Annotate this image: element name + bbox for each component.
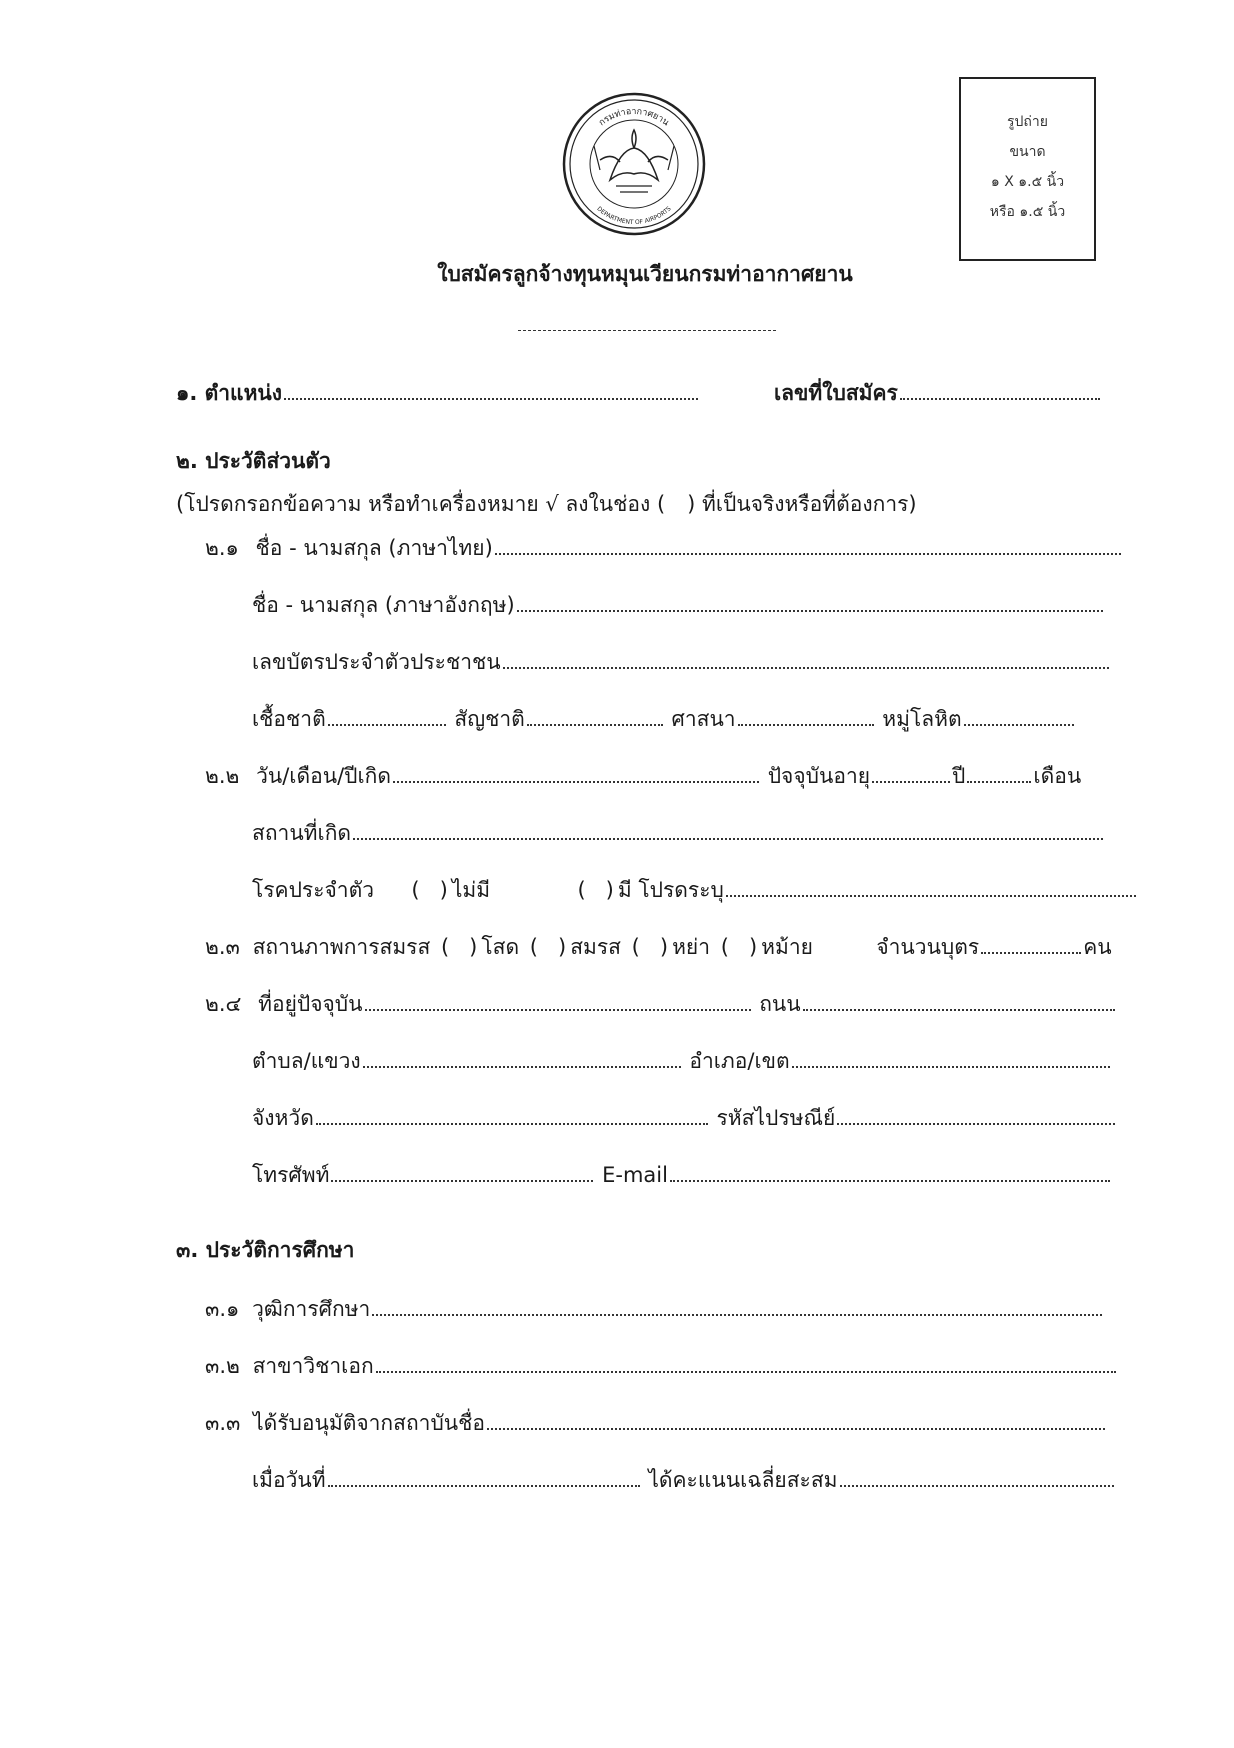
degree-field[interactable]: [372, 1314, 1102, 1316]
position-row: [176, 383, 700, 404]
race-field[interactable]: [328, 724, 446, 726]
svg-text:กรมท่าอากาศยาน: [597, 107, 670, 128]
postcode-label: รหัสไปรษณีย์: [716, 1106, 836, 1130]
row-marital: [205, 937, 1112, 958]
major-label: สาขาวิชาเอก: [252, 1354, 374, 1378]
seal-top-text: กรมท่าอากาศยาน: [597, 106, 671, 129]
age-label: ปัจจุบันอายุ: [767, 764, 871, 788]
approval-date-field[interactable]: [328, 1485, 640, 1487]
application-number-label: เลขที่ใบสมัคร: [774, 381, 898, 405]
institution-field[interactable]: [487, 1428, 1105, 1430]
row-major: [205, 1356, 1118, 1377]
row-race-religion: [252, 709, 1076, 730]
gpa-field[interactable]: [840, 1485, 1114, 1487]
major-field[interactable]: [376, 1371, 1116, 1373]
name-th-label: ชื่อ - นามสกุล (ภาษาไทย): [255, 536, 493, 560]
years-label: ปี: [952, 764, 966, 788]
email-label: E-mail: [602, 1163, 668, 1187]
row-id-card: [252, 652, 1111, 673]
no-disease-label: ไม่มี: [451, 878, 491, 902]
province-field[interactable]: [316, 1123, 708, 1125]
subdistrict-label: ตำบล/แขวง: [252, 1049, 361, 1073]
dob-label: วัน/เดือน/ปีเกิด: [256, 764, 392, 788]
row-birthplace: [252, 823, 1105, 844]
age-months-field[interactable]: [967, 781, 1031, 783]
instruction-part-a: (โปรดกรอกข้อความ หรือทำเครื่องหมาย √ ลงในช่อง (: [176, 492, 666, 516]
has-disease-label: มี โปรดระบุ: [617, 878, 724, 902]
province-label: จังหวัด: [252, 1106, 314, 1130]
email-field[interactable]: [670, 1180, 1110, 1182]
race-label: เชื้อชาติ: [252, 707, 326, 731]
district-field[interactable]: [792, 1066, 1110, 1068]
id-card-label: เลขบัตรประจำตัวประชาชน: [252, 650, 501, 674]
subdistrict-field[interactable]: [363, 1066, 681, 1068]
instruction-part-b: ) ที่เป็นจริงหรือที่ต้องการ): [687, 492, 917, 516]
row-date-gpa: [252, 1470, 1116, 1491]
phone-field[interactable]: [331, 1180, 593, 1182]
children-label: จำนวนบุตร: [876, 935, 980, 959]
checkbox-married[interactable]: ( ): [529, 935, 567, 959]
application-number-row: [774, 383, 1102, 404]
row-name-en: [252, 595, 1105, 616]
institution-label: ได้รับอนุมัติจากสถาบันชื่อ: [253, 1411, 486, 1435]
gpa-label: ได้คะแนนเฉลี่ยสะสม: [648, 1468, 838, 1492]
road-label: ถนน: [759, 992, 801, 1016]
birthplace-label: สถานที่เกิด: [252, 821, 352, 845]
married-label: สมรส: [570, 935, 621, 959]
dob-field[interactable]: [393, 781, 759, 783]
birthplace-field[interactable]: [353, 838, 1103, 840]
district-label: อำเภอ/เขต: [689, 1049, 790, 1073]
section-3-heading: ๓. ประวัติการศึกษา: [176, 1238, 355, 1262]
checkbox-single[interactable]: ( ): [440, 935, 478, 959]
row-province: [252, 1108, 1117, 1129]
checkbox-divorced[interactable]: ( ): [631, 935, 669, 959]
item-number-2-3: ๒.๓: [205, 935, 240, 959]
checkbox-has-disease[interactable]: ( ): [577, 878, 614, 902]
name-th-field[interactable]: [495, 553, 1121, 555]
widowed-label: หม้าย: [761, 935, 813, 959]
children-count-field[interactable]: [981, 952, 1081, 954]
row-disease: [252, 880, 1138, 901]
position-field[interactable]: [284, 398, 698, 400]
name-en-label: ชื่อ - นามสกุล (ภาษาอังกฤษ): [252, 593, 515, 617]
religion-field[interactable]: [738, 724, 874, 726]
nationality-field[interactable]: [527, 724, 663, 726]
photo-size-option-2: หรือ ๑.๕ นิ้ว: [989, 204, 1066, 220]
item-number-2-2: ๒.๒: [205, 764, 240, 788]
position-label: ๑. ตำแหน่ง: [176, 381, 283, 405]
row-subdistrict: [252, 1051, 1112, 1072]
checkbox-widowed[interactable]: ( ): [720, 935, 758, 959]
department-seal: [560, 90, 708, 238]
row-phone-email: [252, 1165, 1112, 1186]
checkbox-no-disease[interactable]: ( ): [411, 878, 448, 902]
row-dob: [205, 766, 1081, 787]
title-separator: [518, 330, 776, 331]
person-unit-label: คน: [1083, 935, 1112, 959]
marital-label: สถานภาพการสมรส: [252, 935, 431, 959]
photo-size-label: ขนาด: [1009, 144, 1046, 160]
row-degree: [205, 1299, 1104, 1320]
single-label: โสด: [481, 935, 520, 959]
name-en-field[interactable]: [517, 610, 1103, 612]
id-card-field[interactable]: [503, 667, 1109, 669]
instruction-text: [176, 494, 917, 515]
disease-label: โรคประจำตัว: [252, 878, 375, 902]
degree-label: วุฒิการศึกษา: [252, 1297, 371, 1321]
item-number-2-1: ๒.๑: [205, 536, 239, 560]
application-number-field[interactable]: [900, 398, 1100, 400]
photo-placeholder-box[interactable]: [959, 77, 1096, 261]
section-2-heading: ๒. ประวัติส่วนตัว: [176, 449, 331, 473]
row-name-th: [205, 538, 1123, 559]
row-address: [205, 994, 1117, 1015]
blood-type-field[interactable]: [964, 724, 1074, 726]
address-field[interactable]: [365, 1009, 751, 1011]
phone-label: โทรศัพท์: [252, 1163, 330, 1187]
item-number-3-2: ๓.๒: [205, 1354, 240, 1378]
blood-type-label: หมู่โลหิต: [882, 707, 962, 731]
photo-label: รูปถ่าย: [1007, 114, 1048, 130]
item-number-2-4: ๒.๔: [205, 992, 242, 1016]
nationality-label: สัญชาติ: [454, 707, 525, 731]
months-label: เดือน: [1033, 764, 1082, 788]
address-label: ที่อยู่ปัจจุบัน: [258, 992, 363, 1016]
form-title: ใบสมัครลูกจ้างทุนหมุนเวียนกรมท่าอากาศยาน: [437, 262, 853, 286]
approval-date-label: เมื่อวันที่: [252, 1468, 326, 1492]
age-years-field[interactable]: [872, 781, 950, 783]
photo-size-option-1: ๑ X ๑.๕ นิ้ว: [990, 174, 1065, 190]
seal-bottom-text: DEPARTMENT OF AIRPORTS: [595, 205, 673, 227]
disease-detail-field[interactable]: [726, 895, 1136, 897]
item-number-3-1: ๓.๑: [205, 1297, 240, 1321]
road-field[interactable]: [803, 1009, 1115, 1011]
divorced-label: หย่า: [672, 935, 711, 959]
religion-label: ศาสนา: [671, 707, 736, 731]
postcode-field[interactable]: [837, 1123, 1115, 1125]
row-institution: [205, 1413, 1107, 1434]
item-number-3-3: ๓.๓: [205, 1411, 241, 1435]
